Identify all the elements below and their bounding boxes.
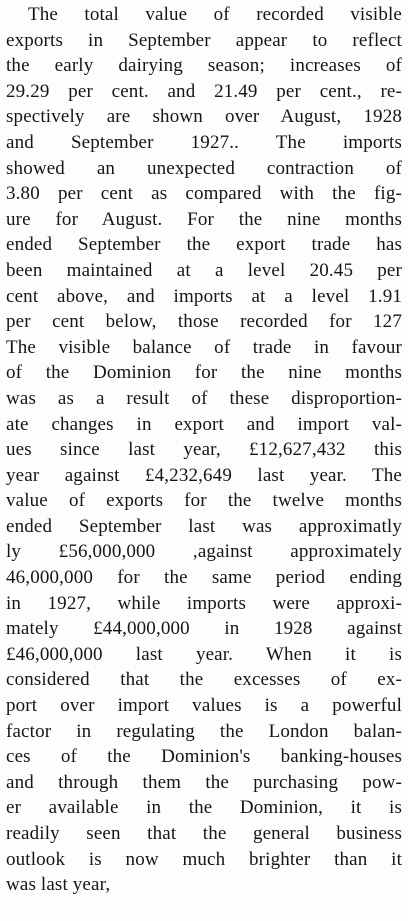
text-line: value of exports for the twelve months bbox=[6, 490, 402, 512]
text-line: factor in regulating the London balan- bbox=[6, 720, 402, 742]
text-line: 3.80 per cent as compared with the fig- bbox=[6, 183, 402, 205]
text-line: 46,000,000 for the same period ending bbox=[6, 567, 402, 589]
text-line: outlook is now much brighter than it bbox=[6, 848, 402, 870]
text-line: ended September last was approximatly bbox=[6, 515, 402, 537]
text-line: readily seen that the general business bbox=[6, 823, 402, 844]
text-line: exports in September appear to reflect bbox=[6, 29, 402, 51]
text-line: port over import values is a powerful bbox=[6, 695, 402, 717]
text-line: mately £44,000,000 in 1928 against bbox=[6, 618, 402, 640]
text-line: The total value of recorded visible bbox=[28, 4, 402, 25]
text-line: ended September the export trade has bbox=[6, 234, 402, 256]
text-line: was last year, bbox=[6, 874, 111, 896]
text-line: per cent below, those recorded for 127 bbox=[6, 311, 402, 333]
text-line: year against £4,232,649 last year. The bbox=[6, 464, 402, 486]
text-line: ate changes in export and import val- bbox=[6, 413, 402, 435]
text-line: considered that the excesses of ex- bbox=[6, 669, 402, 691]
text-line: of the Dominion for the nine months bbox=[6, 362, 402, 384]
text-line: ly £56,000,000 ,against approximately bbox=[6, 541, 402, 563]
text-line: was as a result of these disproportion- bbox=[6, 387, 402, 409]
text-line: er available in the Dominion, it is bbox=[6, 797, 402, 819]
text-line: spectively are shown over August, 1928 bbox=[6, 106, 402, 128]
text-line: cent above, and imports at a level 1.91 bbox=[6, 285, 402, 307]
text-line: ure for August. For the nine months bbox=[6, 208, 402, 230]
text-line: The visible balance of trade in favour bbox=[6, 336, 402, 358]
text-line: and through them the purchasing pow- bbox=[6, 771, 402, 793]
text-line: been maintained at a level 20.45 per bbox=[6, 259, 402, 281]
text-line: showed an unexpected contraction of bbox=[6, 157, 402, 179]
article-text bbox=[6, 2, 402, 898]
text-line: the early dairying season; increases of bbox=[6, 55, 402, 77]
text-line: 29.29 per cent. and 21.49 per cent., re- bbox=[6, 80, 402, 102]
text-line: ues since last year, £12,627,432 this bbox=[6, 439, 402, 461]
text-line: in 1927, while imports were approxi- bbox=[6, 592, 402, 614]
text-line: ces of the Dominion's banking-houses bbox=[6, 746, 402, 768]
text-line: and September 1927.. The imports bbox=[6, 131, 402, 153]
text-line: £46,000,000 last year. When it is bbox=[6, 643, 402, 665]
